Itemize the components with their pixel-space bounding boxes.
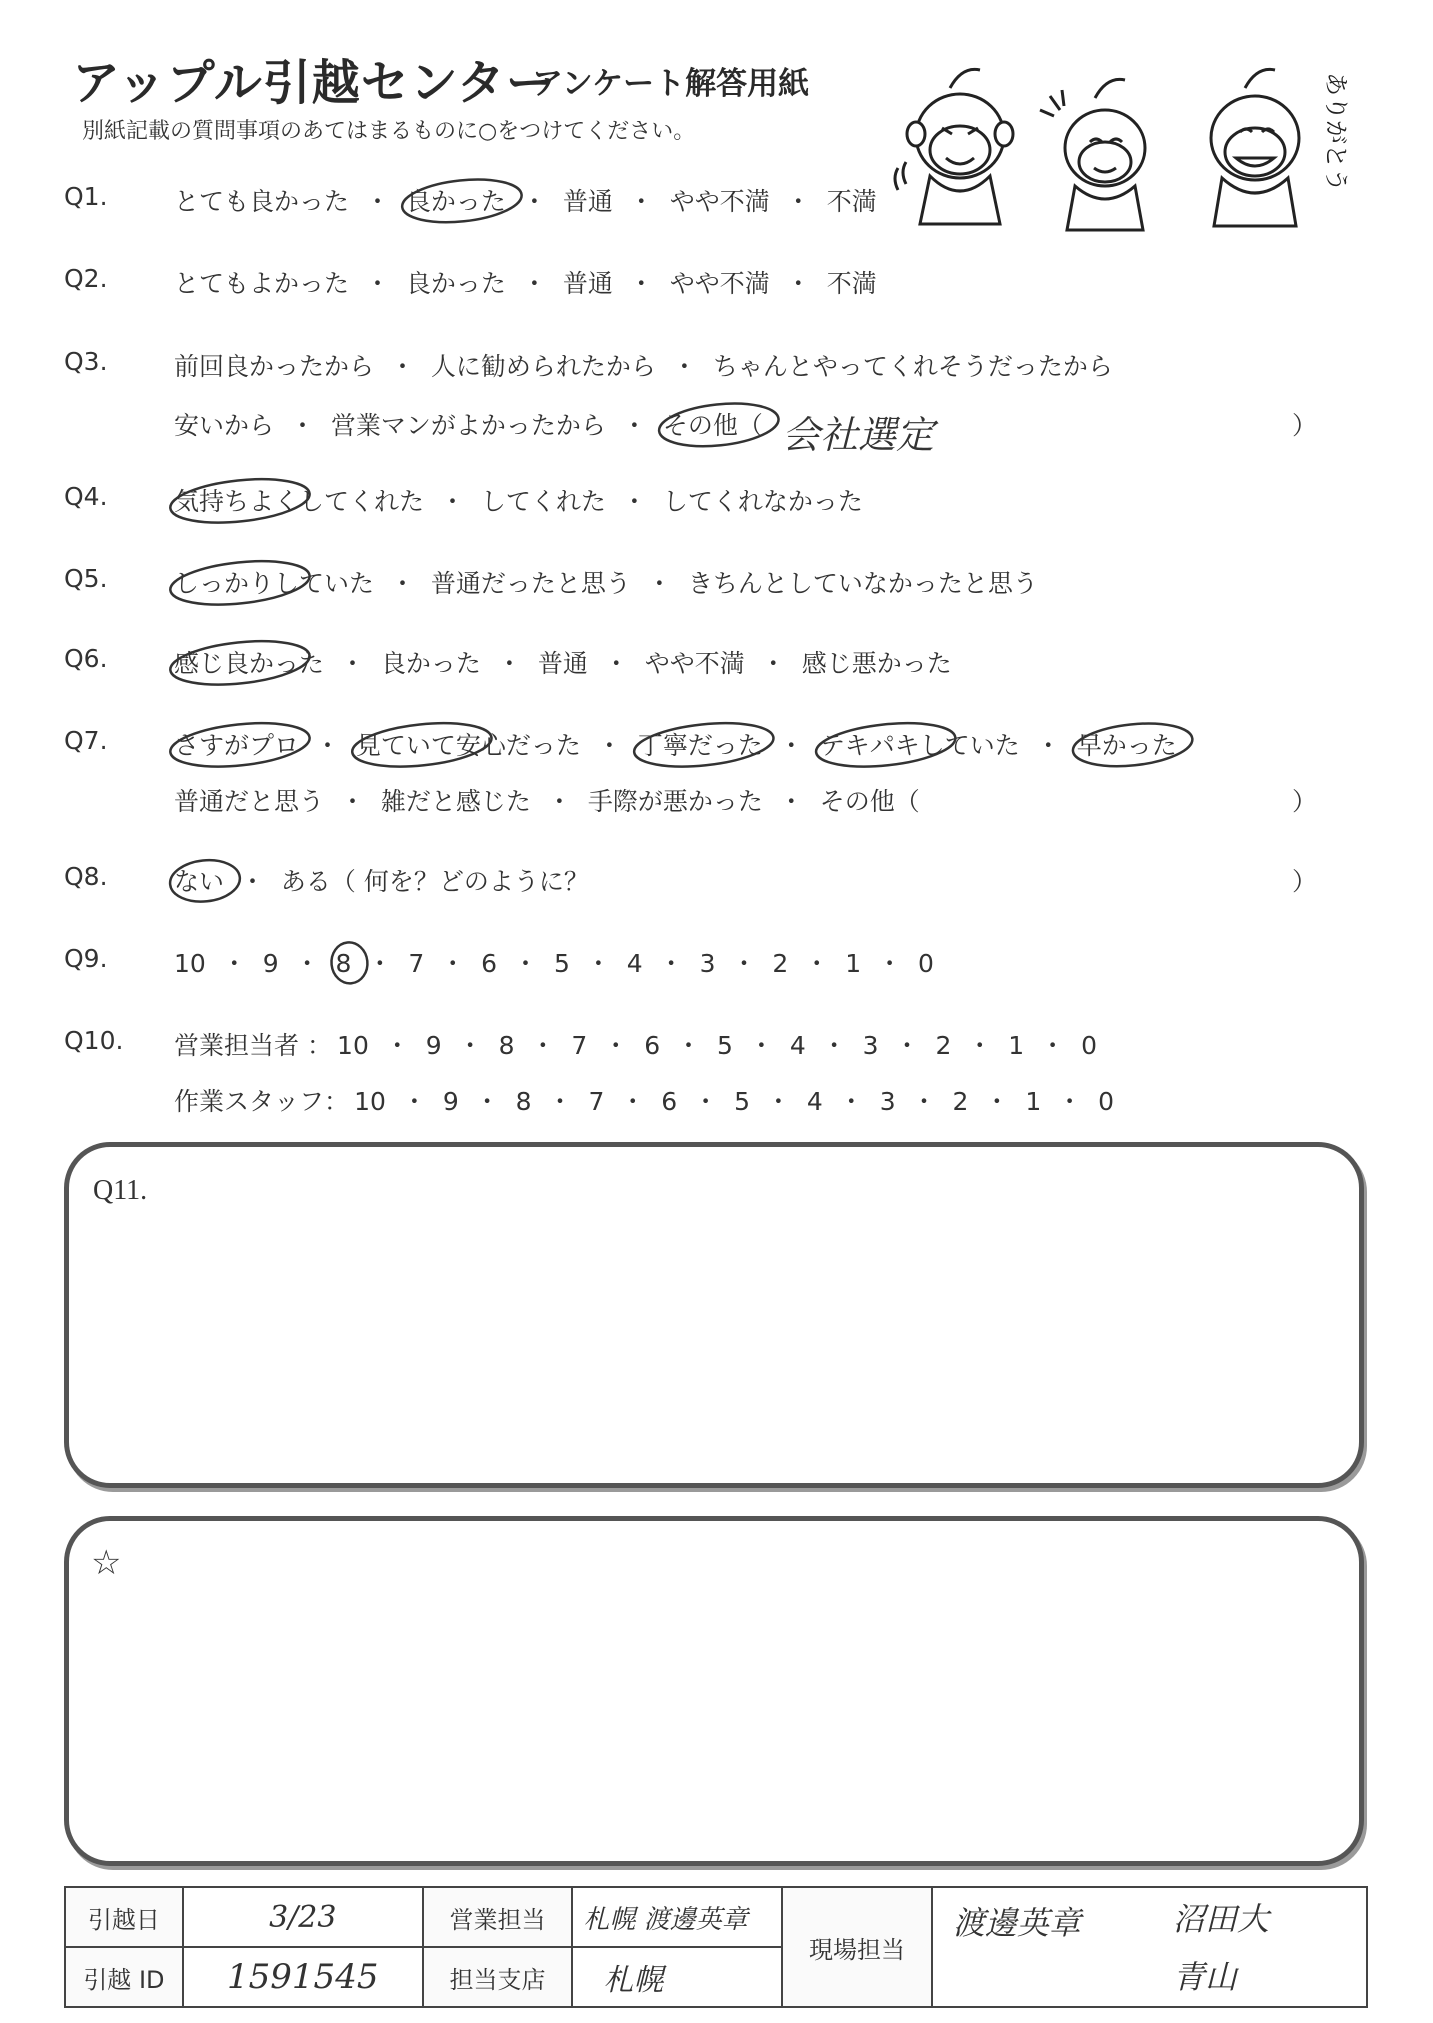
answer-option[interactable]: きちんとしていなかったと思う	[687, 569, 1038, 598]
answer-option[interactable]: 4	[806, 1087, 823, 1116]
separator: ・	[959, 1031, 1001, 1060]
answer-option[interactable]: ない	[174, 867, 225, 896]
answer-option[interactable]: 5	[717, 1031, 733, 1060]
separator: ・	[770, 787, 812, 816]
site-staff-cell	[932, 1887, 1367, 2007]
hand-drawn-circle	[632, 717, 776, 772]
separator: ・	[286, 949, 328, 978]
separator: ・	[505, 949, 546, 978]
separator: ・	[213, 949, 255, 978]
answer-option[interactable]: 10	[174, 949, 206, 978]
answer-option[interactable]: 8	[515, 1087, 532, 1116]
answer-option[interactable]: 5	[553, 949, 570, 978]
answer-option[interactable]: 人に勧められたから	[430, 352, 656, 381]
answer-option[interactable]: 1	[845, 949, 862, 978]
answer-option[interactable]: 5	[734, 1087, 750, 1116]
separator: ・	[613, 411, 655, 440]
close-paren: ）	[1292, 787, 1318, 816]
separator: ・	[752, 649, 794, 678]
separator: ・	[466, 1087, 508, 1116]
sales-rep-label: 営業担当	[423, 1887, 573, 1947]
answer-option[interactable]: 4	[789, 1031, 806, 1060]
answer-option[interactable]: 3	[879, 1087, 896, 1116]
answer-option[interactable]: してくれた	[480, 487, 606, 516]
separator: ・	[869, 949, 911, 978]
question-label-5: Q5.	[64, 564, 108, 593]
site-staff-name-3: 青山	[1172, 1958, 1237, 1996]
separator: ・	[513, 269, 555, 298]
separator: ・	[282, 411, 323, 440]
footer-info-table	[64, 1886, 1368, 2008]
question-label-3: Q3.	[64, 347, 108, 376]
answer-option[interactable]: 0	[918, 949, 934, 978]
hand-drawn-circle	[168, 857, 242, 905]
question-label-2: Q2.	[64, 264, 108, 293]
hand-drawn-circle	[814, 717, 958, 772]
answer-option[interactable]: 作業スタッフ：	[174, 1087, 350, 1116]
answer-option[interactable]: しっかりしていた	[174, 569, 375, 598]
q3-other-handwritten: 会社選定	[782, 413, 935, 457]
separator: ・	[830, 1087, 872, 1116]
branch-label: 担当支店	[423, 1947, 573, 2007]
answer-option[interactable]: ある（ 何を？どのように？	[280, 867, 589, 896]
hand-drawn-circle	[329, 941, 369, 986]
move-id-value: 1591545	[183, 1947, 423, 2007]
separator: ・	[595, 1031, 637, 1060]
move-date-value: 3/23	[183, 1887, 423, 1947]
separator: ・	[357, 269, 398, 298]
separator: ・	[488, 649, 530, 678]
answer-option[interactable]: 1	[1008, 1031, 1025, 1060]
answer-option[interactable]: 安いから	[174, 411, 275, 440]
answer-option[interactable]: 早かった	[1076, 731, 1177, 760]
separator: ・	[522, 1031, 564, 1060]
answer-option[interactable]: 7	[588, 1087, 605, 1116]
question-label-9: Q9.	[64, 944, 108, 973]
move-date-label: 引越日	[65, 1887, 183, 1947]
separator: ・	[976, 1087, 1018, 1116]
answer-option[interactable]: 普通	[537, 649, 588, 678]
answer-option[interactable]: 6	[644, 1031, 661, 1060]
answer-option[interactable]: 0	[1081, 1031, 1097, 1060]
separator: ・	[432, 949, 474, 978]
answer-option[interactable]: 見ていて安心だった	[355, 731, 581, 760]
separator: ・	[813, 1031, 855, 1060]
separator: ・	[685, 1087, 727, 1116]
answer-option[interactable]: 感じ良かった	[174, 649, 325, 678]
answer-option[interactable]: テキパキしていた	[819, 731, 1020, 760]
separator: ・	[777, 187, 819, 216]
answer-option[interactable]: 0	[1098, 1087, 1115, 1116]
answer-option[interactable]: 2	[935, 1031, 952, 1060]
site-staff-name-1: 渡邊英章	[952, 1904, 1081, 1942]
separator: ・	[1049, 1087, 1091, 1116]
answer-option[interactable]: 丁寧だった	[637, 731, 763, 760]
answer-option[interactable]: 10	[337, 1031, 369, 1060]
answer-option[interactable]: 感じ悪かった	[801, 649, 952, 678]
answer-option[interactable]: 1	[1025, 1087, 1042, 1116]
answer-option[interactable]: してくれなかった	[662, 487, 863, 516]
separator: ・	[770, 731, 812, 760]
answer-option[interactable]: その他（	[662, 411, 763, 440]
answer-option[interactable]: 営業マンがよかったから	[330, 411, 606, 440]
hand-drawn-circle	[400, 174, 524, 227]
answer-option[interactable]: さすがプロ	[174, 731, 300, 760]
answer-option[interactable]: 雑だと感じた	[380, 787, 531, 816]
answer-option[interactable]: 前回良かったから	[174, 352, 375, 381]
separator: ・	[740, 1031, 782, 1060]
answer-option[interactable]: とても良かった	[174, 187, 350, 216]
q11-label: Q11.	[93, 1175, 148, 1206]
answer-option[interactable]: ちゃんとやってくれそうだったから	[712, 352, 1113, 381]
company-title: アップル引越センター	[72, 55, 555, 111]
separator: ・	[613, 487, 655, 516]
question-label-7: Q7.	[64, 726, 108, 755]
separator: ・	[663, 352, 705, 381]
form-subtitle: アンケート解答用紙	[532, 66, 810, 102]
separator: ・	[595, 649, 637, 678]
answer-option[interactable]: 良かった	[380, 649, 481, 678]
answer-option[interactable]: 6	[481, 949, 498, 978]
separator: ・	[513, 187, 555, 216]
separator: ・	[382, 569, 423, 598]
thanks-text: ありがとう	[1322, 72, 1350, 192]
separator: ・	[796, 949, 838, 978]
answer-option[interactable]: 不満	[826, 187, 877, 216]
answer-option[interactable]: 8	[498, 1031, 515, 1060]
separator: ・	[382, 352, 423, 381]
answer-option[interactable]: 営業担当者 ：	[174, 1031, 332, 1060]
answer-option[interactable]: 良かった	[405, 269, 506, 298]
answer-option[interactable]: 普通	[562, 269, 613, 298]
move-id-label: 引越 ID	[65, 1947, 183, 2007]
separator: ・	[539, 1087, 581, 1116]
answer-option[interactable]: 6	[661, 1087, 678, 1116]
hand-drawn-circle	[657, 398, 781, 451]
site-staff-name-2: 沼田大	[1172, 1900, 1269, 1938]
answer-option[interactable]: 7	[571, 1031, 588, 1060]
star-comment-box[interactable]	[64, 1516, 1364, 1866]
star-label: ☆	[91, 1545, 122, 1582]
answer-option[interactable]: 普通だったと思う	[430, 569, 631, 598]
answer-option[interactable]: 普通だと思う	[174, 787, 325, 816]
hand-drawn-circle	[168, 555, 312, 610]
sales-rep-value: 札幌 渡邊英章	[572, 1887, 782, 1947]
hand-drawn-circle	[350, 717, 494, 772]
separator: ・	[620, 187, 662, 216]
branch-value: 札幌	[572, 1947, 782, 2007]
question-label-10: Q10.	[64, 1026, 124, 1055]
answer-option[interactable]: 10	[354, 1087, 386, 1116]
question-label-6: Q6.	[64, 644, 108, 673]
q11-comment-box[interactable]	[64, 1142, 1364, 1488]
answer-option[interactable]: 手際が悪かった	[587, 787, 763, 816]
answer-option[interactable]: 3	[699, 949, 716, 978]
separator: ・	[777, 269, 819, 298]
separator: ・	[577, 949, 619, 978]
hand-drawn-circle	[168, 717, 312, 772]
answer-option[interactable]: 8	[335, 949, 352, 978]
separator: ・	[588, 731, 630, 760]
answer-option[interactable]: 9	[442, 1087, 459, 1116]
separator: ・	[1027, 731, 1069, 760]
separator: ・	[638, 569, 680, 598]
answer-option[interactable]: やや不満	[669, 269, 770, 298]
separator: ・	[538, 787, 580, 816]
answer-option[interactable]: その他（	[819, 787, 920, 816]
separator: ・	[650, 949, 692, 978]
separator: ・	[903, 1087, 945, 1116]
separator: ・	[332, 649, 373, 678]
answer-option[interactable]: 良かった	[405, 187, 506, 216]
question-label-4: Q4.	[64, 482, 108, 511]
separator: ・	[232, 867, 273, 896]
answer-option[interactable]: 3	[862, 1031, 879, 1060]
answer-option[interactable]: 2	[952, 1087, 969, 1116]
answer-option[interactable]: 4	[626, 949, 643, 978]
separator: ・	[668, 1031, 710, 1060]
instructions: 別紙記載の質問事項のあてはまるものに○をつけてください。	[82, 119, 696, 144]
separator: ・	[357, 187, 398, 216]
answer-option[interactable]: 9	[425, 1031, 442, 1060]
question-label-8: Q8.	[64, 862, 108, 891]
answer-option[interactable]: とてもよかった	[174, 269, 350, 298]
separator: ・	[1032, 1031, 1074, 1060]
answer-option[interactable]: 7	[408, 949, 425, 978]
answer-option[interactable]: やや不満	[669, 187, 770, 216]
hand-drawn-circle	[1071, 718, 1195, 771]
question-label-1: Q1.	[64, 182, 108, 211]
separator: ・	[723, 949, 765, 978]
separator: ・	[432, 487, 473, 516]
hand-drawn-circle	[168, 635, 312, 690]
close-paren: ）	[1292, 867, 1318, 896]
separator: ・	[620, 269, 662, 298]
hand-drawn-circle	[168, 473, 312, 528]
separator: ・	[376, 1031, 418, 1060]
separator: ・	[886, 1031, 928, 1060]
separator: ・	[359, 949, 401, 978]
answer-option[interactable]: 不満	[826, 269, 877, 298]
separator: ・	[332, 787, 373, 816]
answer-option[interactable]: 2	[772, 949, 789, 978]
answer-option[interactable]: やや不満	[644, 649, 745, 678]
answer-option[interactable]: 普通	[562, 187, 613, 216]
separator: ・	[612, 1087, 654, 1116]
separator: ・	[307, 731, 348, 760]
separator: ・	[393, 1087, 435, 1116]
answer-option[interactable]: 9	[262, 949, 279, 978]
close-paren: ）	[1292, 411, 1318, 440]
separator: ・	[757, 1087, 799, 1116]
site-staff-label: 現場担当	[782, 1887, 932, 2007]
separator: ・	[449, 1031, 491, 1060]
answer-option[interactable]: 気持ちよくしてくれた	[174, 487, 425, 516]
